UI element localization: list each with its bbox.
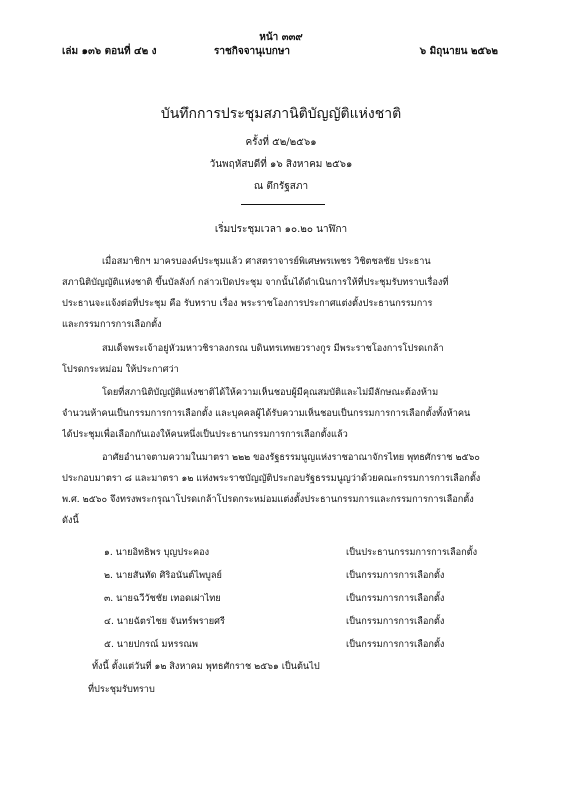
record-start-time: เริ่มประชุมเวลา ๑๐.๒๐ นาฬิกา <box>214 224 348 235</box>
appointee-role: เป็นประธานกรรมการการเลือกตั้ง <box>346 547 478 558</box>
appointment-item <box>62 568 498 586</box>
appointee-name: ๒. นายสันทัด ศิริอนันต์ไพบูลย์ <box>104 570 222 581</box>
appointment-item <box>62 591 498 609</box>
appointee-name: ๑. นายอิทธิพร บุญประคอง <box>104 547 210 558</box>
paragraph-line: ประธานจะแจ้งต่อที่ประชุม คือ รับทราบ เรื่อง พระราชโองการประกาศแต่งตั้งประธานกรรมการ <box>62 298 433 309</box>
appointee-name: ๓. นายฉวีวัชชัย เทอดเผ่าไทย <box>104 593 221 604</box>
paragraph-line: ได้ประชุมเพื่อเลือกกันเองให้คนหนึ่งเป็นประธานกรรมการการเลือกตั้งแล้ว <box>62 429 348 440</box>
paragraph-line: สมเด็จพระเจ้าอยู่หัวมหาวชิราลงกรณ บดินทรเทพยวรางกูร มีพระราชโองการโปรดเกล้า <box>102 343 444 354</box>
paragraph-line: ประกอบมาตรา ๘ และมาตรา ๑๒ แห่งพระราชบัญญัติประกอบรัฐธรรมนูญว่าด้วยคณะกรรมการการเลือกตั้ง <box>62 473 481 484</box>
gazette-volume: เล่ม ๑๓๖ ตอนที่ ๔๒ ง <box>62 46 157 57</box>
paragraph-line: โดยที่สภานิติบัญญัติแห่งชาติได้ให้ความเห็นชอบผู้มีคุณสมบัติและไม่มีลักษณะต้องห้าม <box>102 387 439 398</box>
paragraph-line: พ.ศ. ๒๕๖๐ จึงทรงพระกรุณาโปรดเกล้าโปรดกระหม่อมแต่งตั้งประธานกรรมการและกรรมการการเลือกตั้ง <box>62 494 474 505</box>
record-venue: ณ ตึกรัฐสภา <box>253 181 309 192</box>
appointee-name: ๔. นายฉัตรไชย จันทร์พรายศรี <box>104 616 225 627</box>
paragraph-legal-basis <box>62 447 498 531</box>
paragraph-line: ดังนี้ <box>62 515 79 526</box>
paragraph-line: เมื่อสมาชิกฯ มาครบองค์ประชุมแล้ว ศาสตราจารย์พิเศษพรเพชร วิชิตชลชัย ประธาน <box>102 256 431 267</box>
paragraph-line: โปรดกระหม่อม ให้ประกาศว่า <box>62 364 179 375</box>
paragraph-line: อาศัยอำนาจตามความในมาตรา ๒๒๒ ของรัฐธรรมนูญแห่งราชอาณาจักรไทย พุทธศักราช ๒๕๖๐ <box>102 452 480 463</box>
appointee-role: เป็นกรรมการการเลือกตั้ง <box>346 616 445 627</box>
appointee-role: เป็นกรรมการการเลือกตั้ง <box>346 639 445 650</box>
gazette-date: ๖ มิถุนายน ๒๕๖๒ <box>419 46 498 57</box>
paragraph-line: และกรรมการการเลือกตั้ง <box>62 319 162 330</box>
paragraph-line: จำนวนห้าคนเป็นกรรมการการเลือกตั้ง และบุคคลผู้ได้รับความเห็นชอบเป็นกรรมการการเลือกตั้งทั้งห้าคน <box>62 408 471 419</box>
appointment-item <box>62 545 498 563</box>
title-divider <box>241 204 325 205</box>
appointee-role: เป็นกรรมการการเลือกตั้ง <box>346 570 445 581</box>
record-date: วันพฤหัสบดีที่ ๑๖ สิงหาคม ๒๕๖๑ <box>209 159 353 170</box>
effective-date-line: ทั้งนี้ ตั้งแต่วันที่ ๑๒ สิงหาคม พุทธศักราช ๒๕๖๑ เป็นต้นไป <box>92 661 320 672</box>
gazette-name: ราชกิจจานุเบกษา <box>214 46 291 57</box>
acknowledged-line: ที่ประชุมรับทราบ <box>88 684 155 695</box>
paragraph-approval <box>62 382 498 445</box>
gazette-page-number: หน้า ๓๓๙ <box>259 32 303 43</box>
record-session: ครั้งที่ ๕๒/๒๕๖๑ <box>245 137 317 148</box>
appointment-item <box>62 637 498 655</box>
appointee-role: เป็นกรรมการการเลือกตั้ง <box>346 593 445 604</box>
appointee-name: ๕. นายปกรณ์ มหรรณพ <box>104 639 198 650</box>
paragraph-royal-command <box>62 338 498 380</box>
appointment-item <box>62 614 498 632</box>
record-title: บันทึกการประชุมสภานิติบัญญัติแห่งชาติ <box>160 106 402 122</box>
paragraph-opening <box>62 251 498 335</box>
paragraph-line: สภานิติบัญญัติแห่งชาติ ขึ้นบัลลังก์ กล่าวเปิดประชุม จากนั้นได้ดำเนินการให้ที่ประชุมรับทราบเรื่องที่ <box>62 277 449 288</box>
